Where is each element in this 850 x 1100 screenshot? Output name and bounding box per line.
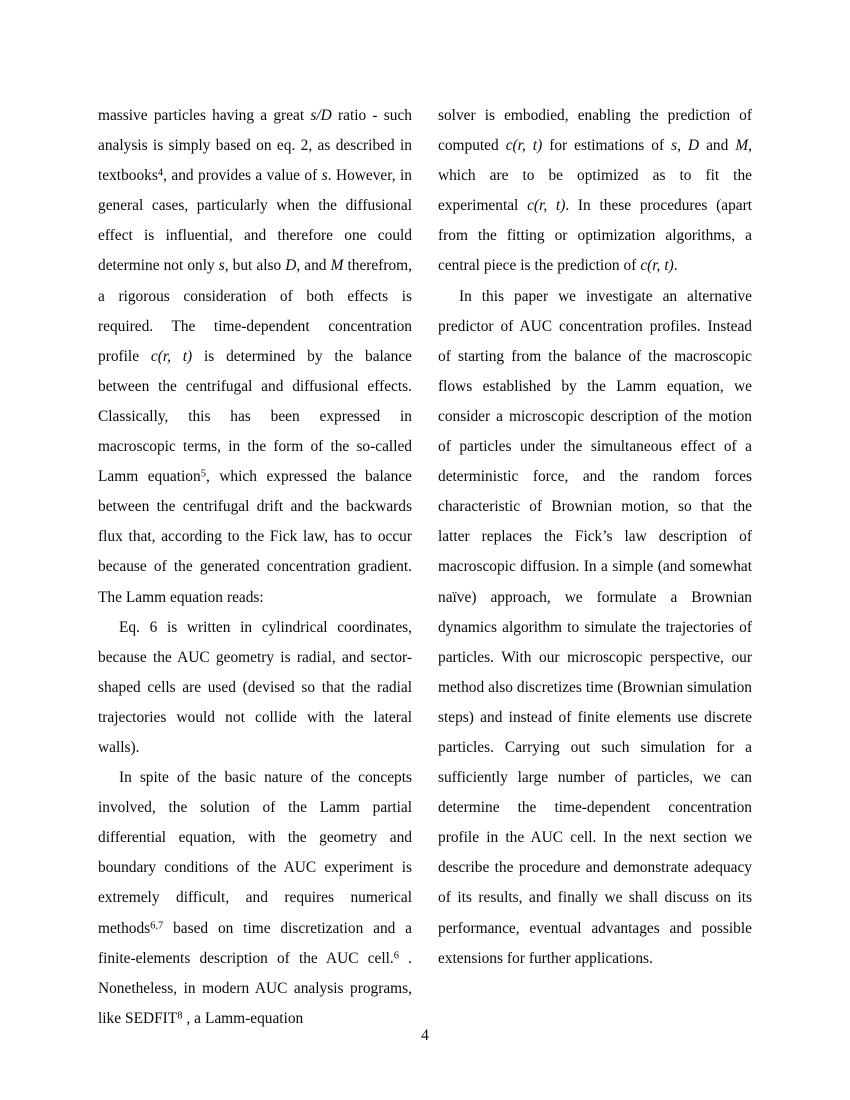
text-run: therefrom, a rigorous consideration of both effects is required. The time-dependent concentration profile [98,257,412,365]
math-symbol: c(r, t) [150,347,193,365]
text-run: In spite of the basic nature of the concepts involved, the solution of the Lamm partial differential equation, with the geometry and boundary conditions of the AUC experiment is extremely difficult, and requires numerical methods [98,769,412,937]
text-run: , and provides a value of [163,167,322,185]
text-run: . In these procedures (apart from the fitting or optimization algorithms, a central piece is the prediction of [438,197,752,275]
math-symbol: s [671,137,678,155]
text-run: solver is embodied, enabling the prediction of computed [438,107,752,155]
text-run: , which expressed the balance between the centrifugal drift and the backwards flux that, according to the Fick law, has to occur because of the generated concentration gradient. The Lamm equation reads: [98,468,412,606]
math-symbol: D [687,137,700,155]
footnote-reference: 6,7 [150,920,164,932]
math-symbol: D [285,257,297,275]
math-symbol: s [310,107,317,124]
text-run: Eq. 6 is written in cylindrical coordinates, because the AUC geometry is radial, and sector-shaped cells are used (devised so that the radial trajectories would not collide with the lateral walls). [98,618,412,756]
paragraph [98,613,412,763]
two-column-body [98,101,752,1034]
page-number: 4 [421,1027,429,1044]
footnote-reference: 8 [177,1010,183,1022]
math-symbol: c(r, t) [527,197,566,215]
paragraph [98,101,412,613]
text-run: , but also [224,257,286,275]
footnote-reference: 5 [200,468,206,480]
text-run: , a Lamm-equation [182,1009,304,1027]
math-symbol: c(r, t) [505,137,543,155]
text-run: is determined by the balance between the centrifugal and diffusional effects. Classically, this has been expressed in macroscopic terms, in the form of the so-called Lamm equation [98,347,413,486]
text-run: and [699,137,736,155]
text-run: , which are to be optimized as to fit the experimental [438,137,753,215]
text-run: . [673,257,678,275]
text-run: , [677,137,688,155]
text-run: . However, in general cases, particularly when the diffusional effect is influential, and therefore one could determine not only [98,167,412,275]
text-run: for estimations of [542,137,672,155]
text-run: . Nonetheless, in modern AUC analysis programs, like SEDFIT [98,949,412,1027]
column-right [438,101,752,1034]
paragraph [438,282,752,974]
text-run: In this paper we investigate an alternative predictor of AUC concentration profiles. Instead of starting from the balance of the macroscopic flows established by the Lamm equation, we consider a microscopic description of the motion of particles under the simultaneous effect of a deterministic force, and the random forces characteristic of Brownian motion, so that the latter replaces the Fick’s law description of macroscopic diffusion. In a simple (and somewhat naïve) approach, we formulate a Brownian dynamics algorithm to simulate the trajectories of particles. With our microscopic perspective, our method also discretizes time (Brownian simulation steps) and instead of finite elements use discrete particles. Carrying out such simulation for a sufficiently large number of particles, we can determine the time-dependent concentration profile in the AUC cell. In the next section we describe the procedure and demonstrate adequacy of its results, and finally we shall discuss on its performance, eventual advantages and possible extensions for further applications. [438,287,752,967]
text-run: ratio - such analysis is simply based on eq. 2, as described in textbooks [98,107,412,185]
paragraph [438,101,752,282]
math-symbol: M [735,137,749,155]
text-run: based on time discretization and a finite-elements description of the AUC cell. [98,919,412,967]
text-run: massive particles having a great [98,107,311,124]
math-symbol: M [330,257,344,275]
footnote-reference: 4 [157,167,164,179]
math-symbol: s [321,167,328,185]
text-run: , and [296,257,331,275]
math-symbol: / [316,107,321,124]
math-symbol: c(r, t) [640,257,674,275]
paragraph [98,763,412,1034]
math-symbol: D [320,107,332,124]
math-symbol: s [218,257,225,275]
footnote-reference: 6 [393,950,399,962]
column-left [98,101,412,1034]
